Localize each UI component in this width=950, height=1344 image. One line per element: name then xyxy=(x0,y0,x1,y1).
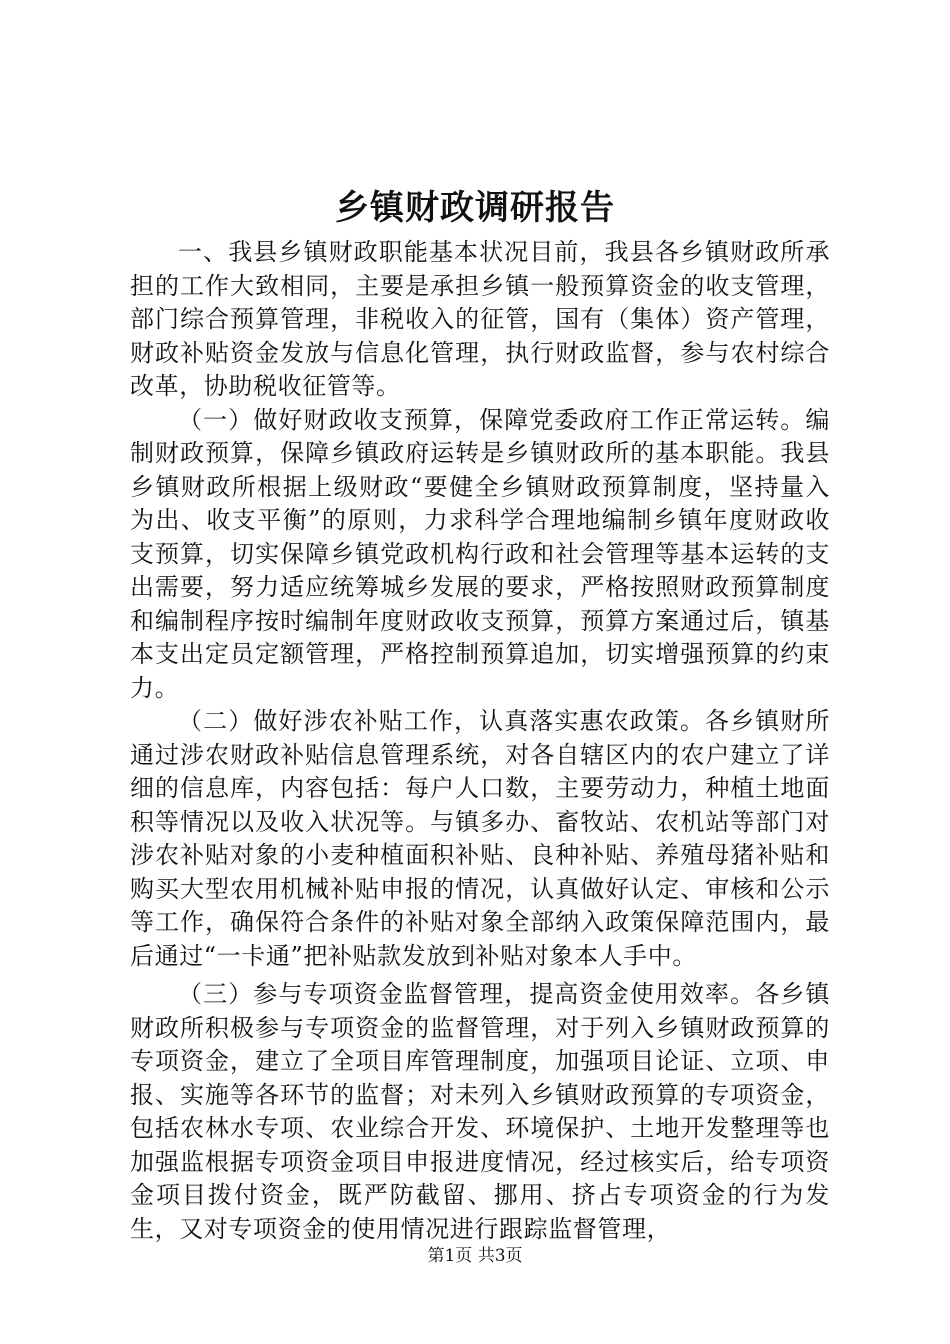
paragraph-section-3: （三）参与专项资金监督管理，提高资金使用效率。各乡镇财政所积极参与专项资金的监督管理，对于列入乡镇财政预算的专项资金，建立了全项目库管理制度，加强项目论证、立项、申报、实施等各环节的监督；对未列入乡镇财政预算的专项资金，包括农林水专项、农业综合开发、环境保护、土地开发整理等也加强监根据专项资金项目申报进度情况，经过核实后，给专项资金项目拨付资金，既严防截留、挪用、挤占专项资金的行为发生，又对专项资金的使用情况进行跟踪监督管理， xyxy=(130,980,830,1243)
paragraph-intro: 一、我县乡镇财政职能基本状况目前，我县各乡镇财政所承担的工作大致相同，主要是承担乡镇一般预算资金的收支管理，部门综合预算管理，非税收入的征管，国有（集体）资产管理，财政补贴资金发放与信息化管理，执行财政监督，参与农村综合改革，协助税收征管等。 xyxy=(130,238,830,400)
document-body xyxy=(130,236,830,1246)
document-title: 乡镇财政调研报告 xyxy=(335,188,615,228)
paragraph-section-1: （一）做好财政收支预算，保障党委政府工作正常运转。编制财政预算，保障乡镇政府运转是乡镇财政所的基本职能。我县乡镇财政所根据上级财政“要健全乡镇财政预算制度，坚持量入为出、收支平衡”的原则，力求科学合理地编制乡镇年度财政收支预算，切实保障乡镇党政机构行政和社会管理等基本运转的支出需要，努力适应统筹城乡发展的要求，严格按照财政预算制度和编制程序按时编制年度财政收支预算，预算方案通过后，镇基本支出定员定额管理，严格控制预算追加，切实增强预算的约束力。 xyxy=(130,405,830,702)
page-number-footer: 第1页 共3页 xyxy=(427,1246,523,1266)
paragraph-section-2: （二）做好涉农补贴工作，认真落实惠农政策。各乡镇财所通过涉农财政补贴信息管理系统，对各自辖区内的农户建立了详细的信息库，内容包括：每户人口数，主要劳动力，种植土地面积等情况以及收入状况等。与镇多办、畜牧站、农机站等部门对涉农补贴对象的小麦种植面积补贴、良种补贴、养殖母猪补贴和购买大型农用机械补贴申报的情况，认真做好认定、审核和公示等工作，确保符合条件的补贴对象全部纳入政策保障范围内，最后通过“一卡通”把补贴款发放到补贴对象本人手中。 xyxy=(130,707,830,970)
